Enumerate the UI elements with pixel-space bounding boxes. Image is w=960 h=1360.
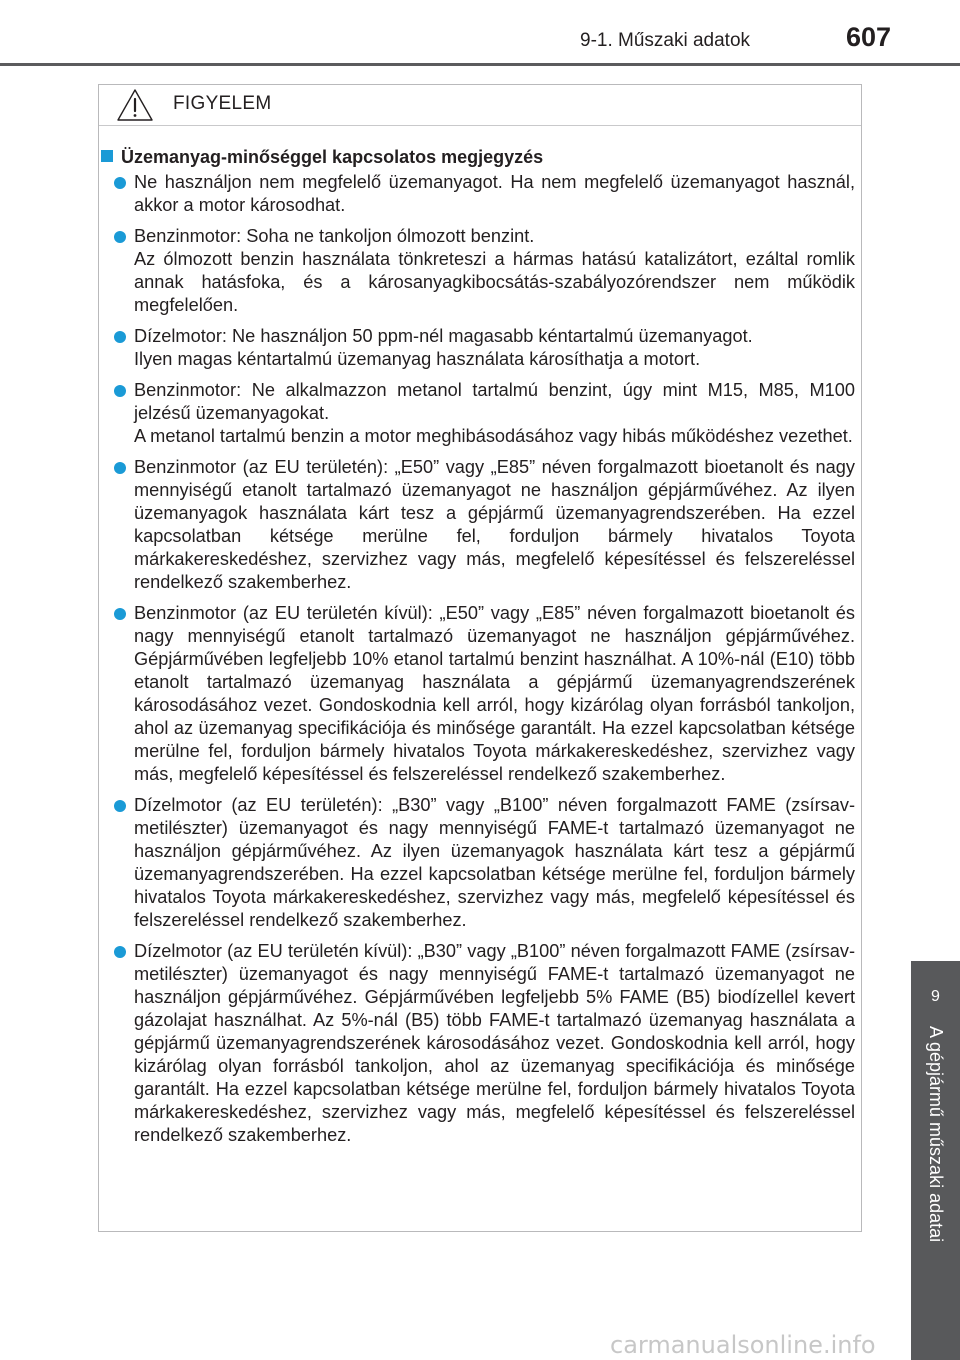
- list-item-text: Dízelmotor (az EU területén): „B30” vagy „B100” néven forgalmazott FAME (zsírsav-metilészter) üzemanyagot és nagy mennyiségű FAME-t tartalmazó üzemanyagot ne használjon gépjárművéhez. Az ilyen üzemanyagok használata kárt tesz a gépjármű üzemanyagrendszerében. Ha ezzel kapcsolatban kétsége merülne fel, forduljon bármely hivatalos Toyota márkakereskedéshez, szervizhez vagy más, megfelelő képesítéssel és felszereléssel rendelkező szakemberhez.: [134, 795, 855, 930]
- bullet-dot-icon: [114, 177, 126, 189]
- bullet-dot-icon: [114, 800, 126, 812]
- warning-box: [98, 84, 862, 1232]
- list-item-text: Dízelmotor (az EU területén kívül): „B30” vagy „B100” néven forgalmazott FAME (zsírsav-metilészter) üzemanyagot és nagy mennyiségű FAME-t tartalmazó üzemanyagot ne használjon gépjárművéhez. Gépjárművében legfeljebb 5% FAME (B5) biodízellel kevert gázolajat használhat. Az 5%-nál (B5) több FAME-t tartalmazó üzemanyag használata a gépjármű üzemanyagrendszerének károsodásához vezet. Gondoskodnia kell arról, hogy kizárólag olyan forrásból tankoljon, ahol az üzemanyag specifikációja és minősége garantált. Ha ezzel kapcsolatban kétsége merülne fel, forduljon bármely hivatalos Toyota márkakereskedéshez, szervizhez vagy más, megfelelő képesítéssel és felszereléssel rendelkező szakemberhez.: [134, 941, 855, 1145]
- list-item-text: Benzinmotor: Soha ne tankoljon ólmozott benzint. Az ólmozott benzin használata tönkreteszi a hármas hatású katalizátort, ezáltal romlik annak hatásfoka, és a károsanyagkibocsátás-szabályozórendszer nem működik megfelelően.: [134, 226, 855, 315]
- section-heading: [101, 147, 543, 168]
- warning-header: [99, 85, 861, 126]
- list-item: [112, 225, 855, 317]
- bullet-dot-icon: [114, 231, 126, 243]
- list-item: [112, 379, 855, 448]
- list-item-text: Benzinmotor (az EU területén): „E50” vagy „E85” néven forgalmazott bioetanolt és nagy mennyiségű etanolt tartalmazó üzemanyagot ne használjon gépjárművéhez. Az ilyen üzemanyagok használata kárt tesz a gépjármű üzemanyagrendszerében. Ha ezzel kapcsolatban kétsége merülne fel, forduljon bármely hivatalos Toyota márkakereskedéshez, szervizhez vagy más, megfelelő képesítéssel és felszereléssel rendelkező szakemberhez.: [134, 457, 855, 592]
- list-item: [112, 602, 855, 786]
- warning-title: FIGYELEM: [173, 93, 272, 114]
- list-item: [112, 794, 855, 932]
- list-item-text: Ne használjon nem megfelelő üzemanyagot. Ha nem megfelelő üzemanyagot használ, akkor a motor károsodhat.: [134, 172, 855, 215]
- list-item-text: Benzinmotor (az EU területén kívül): „E50” vagy „E85” néven forgalmazott bioetanolt és nagy mennyiségű etanolt tartalmazó üzemanyagot ne használjon gépjárművéhez. Gépjárművében legfeljebb 10% etanol tartalmú benzint használhat. A 10%-nál (E10) több etanolt tartalmazó üzemanyag használata a gépjármű üzemanyagrendszerének károsodásához vezet. Gondoskodnia kell arról, hogy kizárólag olyan forrásból tankoljon, ahol az üzemanyag specifikációja és minősége garantált. Ha ezzel kapcsolatban kétsége merülne fel, forduljon bármely hivatalos Toyota márkakereskedéshez, szervizhez vagy más, megfelelő képesítéssel és felszereléssel rendelkező szakemberhez.: [134, 603, 855, 784]
- section-heading-text: Üzemanyag-minőséggel kapcsolatos megjegyzés: [121, 147, 544, 167]
- chapter-side-tab: [911, 961, 960, 1360]
- list-item: [112, 325, 855, 371]
- bullet-dot-icon: [114, 608, 126, 620]
- list-item: [112, 456, 855, 594]
- heading-square-icon: [101, 150, 113, 162]
- warning-triangle-icon: [116, 88, 154, 122]
- list-item: [112, 171, 855, 217]
- chapter-title: A gépjármű műszaki adatai: [926, 1026, 946, 1243]
- bullet-dot-icon: [114, 462, 126, 474]
- bullet-dot-icon: [114, 946, 126, 958]
- bullet-dot-icon: [114, 385, 126, 397]
- watermark-link[interactable]: carmanualsonline.info: [610, 1331, 876, 1359]
- list-item-text: Dízelmotor: Ne használjon 50 ppm-nél magasabb kéntartalmú üzemanyagot. Ilyen magas kéntartalmú üzemanyag használata károsíthatja a motort.: [134, 326, 753, 369]
- page-number: 607: [846, 22, 892, 52]
- list-item-text: Benzinmotor: Ne alkalmazzon metanol tartalmú benzint, úgy mint M15, M85, M100 jelzésű üzemanyagokat. A metanol tartalmú benzin a motor meghibásodásához vagy hibás működéshez vezethet.: [134, 380, 855, 446]
- header-rule: [0, 63, 960, 66]
- chapter-number: 9: [931, 988, 940, 1005]
- list-item: [112, 940, 855, 1147]
- section-title: 9-1. Műszaki adatok: [580, 30, 751, 51]
- warning-list: [112, 171, 855, 1155]
- bullet-dot-icon: [114, 331, 126, 343]
